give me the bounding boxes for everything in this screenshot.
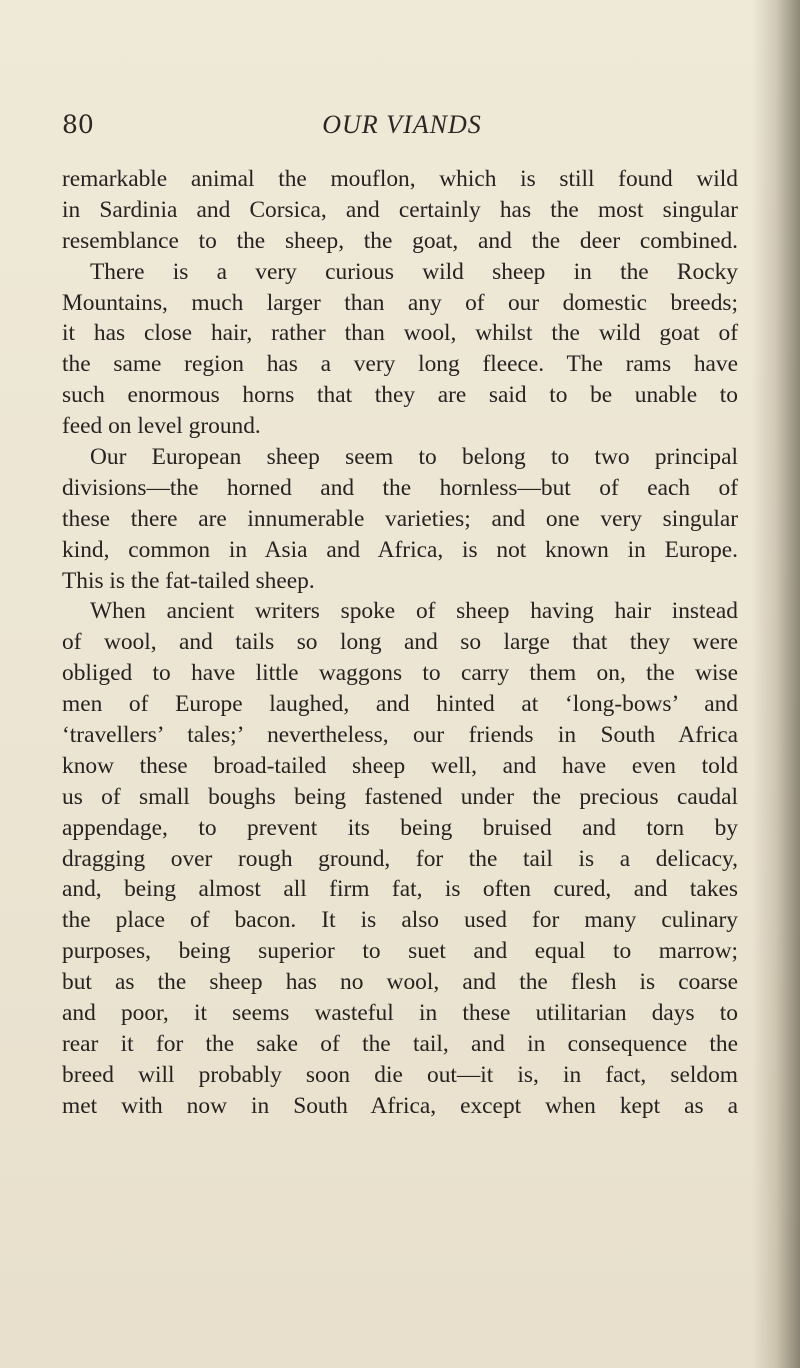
text-line: ‘travellers’ tales;’ nevertheless, our friends in South Africa	[62, 722, 738, 749]
text-line: This is the fat-tailed sheep.	[62, 567, 315, 594]
text-line: us of small boughs being fastened under the precious caudal	[62, 783, 738, 810]
text-line: appendage, to prevent its being bruised and torn by	[62, 814, 738, 841]
text-line: breed will probably soon die out—it is, in fact, seldom	[62, 1061, 738, 1088]
text-line: There is a very curious wild sheep in the Rocky	[90, 258, 738, 285]
text-line: know these broad-tailed sheep well, and have even told	[62, 752, 738, 779]
text-line: feed on level ground.	[62, 413, 261, 440]
text-line: When ancient writers spoke of sheep having hair instead	[90, 598, 738, 625]
text-line: kind, common in Asia and Africa, is not known in Europe.	[62, 536, 738, 563]
text-line: resemblance to the sheep, the goat, and the deer combined.	[62, 227, 738, 254]
text-line: such enormous horns that they are said to be unable to	[62, 382, 738, 409]
text-line: of wool, and tails so long and so large that they were	[62, 629, 738, 656]
text-line: remarkable animal the mouflon, which is still found wild	[62, 166, 738, 192]
page-number: 80	[62, 110, 94, 139]
text-line: and poor, it seems wasteful in these utilitarian days to	[62, 1000, 738, 1027]
text-line: it has close hair, rather than wool, whilst the wild goat of	[62, 320, 738, 347]
text-line: but as the sheep has no wool, and the flesh is coarse	[62, 969, 738, 996]
text-line: dragging over rough ground, for the tail is a delicacy,	[62, 845, 738, 872]
text-line: divisions—the horned and the hornless—but of each of	[62, 474, 738, 501]
text-line: the place of bacon. It is also used for many culinary	[62, 907, 738, 934]
text-line: rear it for the sake of the tail, and in consequence the	[62, 1030, 738, 1057]
text-line: Mountains, much larger than any of our domestic breeds;	[62, 289, 738, 316]
text-line: men of Europe laughed, and hinted at ‘long-bows’ and	[62, 691, 738, 718]
text-line: obliged to have little waggons to carry them on, the wise	[62, 660, 738, 687]
page-header	[62, 110, 742, 150]
text-line: in Sardinia and Corsica, and certainly has the most singular	[62, 196, 738, 223]
text-line: Our European sheep seem to belong to two principal	[90, 444, 738, 471]
running-title: OUR VIANDS	[322, 110, 482, 139]
text-line: met with now in South Africa, except when kept as a	[62, 1092, 738, 1119]
text-line: the same region has a very long fleece. The rams have	[62, 351, 738, 378]
text-line: purposes, being superior to suet and equal to marrow;	[62, 938, 738, 965]
body-text	[62, 164, 738, 1122]
text-line: and, being almost all firm fat, is often cured, and takes	[62, 876, 738, 903]
text-line: these there are innumerable varieties; and one very singular	[62, 505, 738, 532]
